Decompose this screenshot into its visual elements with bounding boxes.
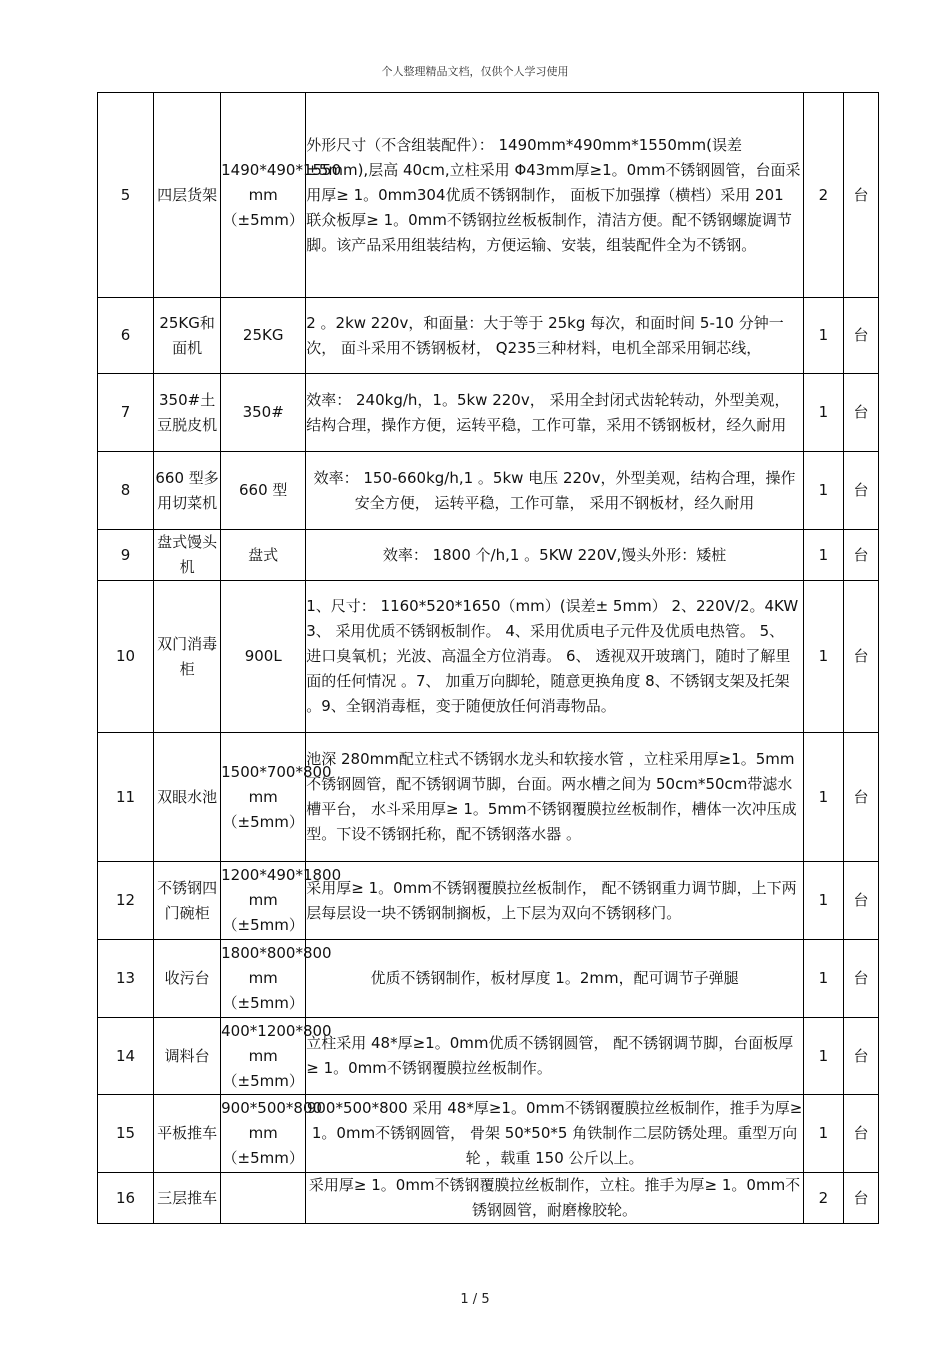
item-quantity: 1 [803,1018,843,1095]
item-spec: 900*500*800 mm（±5mm） [221,1095,306,1173]
item-description: 1、尺寸： 1160*520*1650（mm）(误差± 5mm） 2、220V/2。4KW 3、 采用优质不锈钢板制作。 4、采用优质电子元件及优质电热管。 5、 进口臭氧机；光波、高温全方位消毒。 6、 透视双开玻璃门，随时了解里面的任何情况 。7、 加重万向脚轮，随意更换角度 8、不锈钢支架及托架 。9、全钢消毒框，变于随便放任何消毒物品。 [306,581,804,733]
item-name: 收污台 [154,940,221,1018]
item-quantity: 1 [803,940,843,1018]
page-header: 个人整理精品文档，仅供个人学习使用 [381,65,569,78]
item-number: 16 [98,1173,154,1224]
table-row [98,530,879,581]
item-name: 25KG和面机 [154,298,221,374]
item-quantity: 2 [803,1173,843,1224]
item-name: 350#土豆脱皮机 [154,374,221,452]
item-number: 6 [98,298,154,374]
item-description: 效率： 1800 个/h,1 。5KW 220V,馒头外形：矮桩 [306,530,804,581]
item-unit: 台 [843,530,878,581]
table-row [98,93,879,298]
item-spec: 900L [221,581,306,733]
item-spec: 1200*490*1800 mm（±5mm） [221,862,306,940]
item-number: 13 [98,940,154,1018]
table-row [98,733,879,862]
table-row [98,298,879,374]
item-quantity: 1 [803,298,843,374]
item-name: 调料台 [154,1018,221,1095]
table-row [98,581,879,733]
item-spec: 盘式 [221,530,306,581]
item-description: 采用厚≥ 1。0mm不锈钢覆膜拉丝板制作， 配不锈钢重力调节脚，上下两层每层设一块不锈钢制搁板，上下层为双向不锈钢移门。 [306,862,804,940]
item-spec [221,1173,306,1224]
item-unit: 台 [843,452,878,530]
item-number: 11 [98,733,154,862]
item-quantity: 1 [803,530,843,581]
table-row [98,452,879,530]
item-name: 不锈钢四门碗柜 [154,862,221,940]
item-quantity: 1 [803,374,843,452]
item-unit: 台 [843,298,878,374]
item-quantity: 2 [803,93,843,298]
item-quantity: 1 [803,733,843,862]
item-number: 7 [98,374,154,452]
item-unit: 台 [843,374,878,452]
item-unit: 台 [843,581,878,733]
item-spec: 1500*700*800 mm（±5mm） [221,733,306,862]
item-quantity: 1 [803,1095,843,1173]
item-description: 优质不锈钢制作，板材厚度 1。2mm，配可调节子弹腿 [306,940,804,1018]
item-spec: 660 型 [221,452,306,530]
item-name: 盘式馒头机 [154,530,221,581]
table-row [98,374,879,452]
item-unit: 台 [843,93,878,298]
item-unit: 台 [843,1173,878,1224]
item-name: 双门消毒柜 [154,581,221,733]
item-name: 平板推车 [154,1095,221,1173]
item-unit: 台 [843,862,878,940]
item-description: 2 。2kw 220v，和面量：大于等于 25kg 每次，和面时间 5-10 分钟一次， 面斗采用不锈钢板材， Q235三种材料，电机全部采用铜芯线， [306,298,804,374]
page-number: 1 / 5 [460,1292,490,1307]
item-number: 8 [98,452,154,530]
item-description: 池深 280mm配立柱式不锈钢水龙头和软接水管 ，立柱采用厚≥1。5mm不锈钢圆管，配不锈钢调节脚，台面。两水槽之间为 50cm*50cm带滤水槽平台， 水斗采用厚≥ 1。5mm不锈钢覆膜拉丝板制作，槽体一次冲压成型。下设不锈钢托称，配不锈钢落水器 。 [306,733,804,862]
item-spec: 400*1200*800 mm（±5mm） [221,1018,306,1095]
item-quantity: 1 [803,862,843,940]
item-description: 效率： 150-660kg/h,1 。5kw 电压 220v，外型美观，结构合理，操作安全方便， 运转平稳，工作可靠， 采用不钢板材，经久耐用 [306,452,804,530]
item-unit: 台 [843,940,878,1018]
item-unit: 台 [843,1095,878,1173]
item-spec: 25KG [221,298,306,374]
item-name: 660 型多用切菜机 [154,452,221,530]
table-row [98,862,879,940]
table-row [98,1018,879,1095]
item-description: 立柱采用 48*厚≥1。0mm优质不锈钢圆管， 配不锈钢调节脚，台面板厚≥ 1。0mm不锈钢覆膜拉丝板制作。 [306,1018,804,1095]
item-number: 12 [98,862,154,940]
item-unit: 台 [843,1018,878,1095]
item-number: 9 [98,530,154,581]
item-number: 5 [98,93,154,298]
item-spec: 1490*490*1550 mm（±5mm） [221,93,306,298]
table-row [98,940,879,1018]
item-unit: 台 [843,733,878,862]
item-spec: 350# [221,374,306,452]
equipment-table [97,92,879,1224]
item-number: 15 [98,1095,154,1173]
item-description: 效率： 240kg/h，1。5kw 220v， 采用全封闭式齿轮转动，外型美观，结构合理，操作方便，运转平稳，工作可靠，采用不锈钢板材，经久耐用 [306,374,804,452]
table-row [98,1095,879,1173]
table-row [98,1173,879,1224]
item-name: 四层货架 [154,93,221,298]
item-quantity: 1 [803,581,843,733]
item-number: 10 [98,581,154,733]
item-description: 采用厚≥ 1。0mm不锈钢覆膜拉丝板制作，立柱。推手为厚≥ 1。0mm不锈钢圆管，耐磨橡胶轮。 [306,1173,804,1224]
item-name: 双眼水池 [154,733,221,862]
item-quantity: 1 [803,452,843,530]
item-name: 三层推车 [154,1173,221,1224]
item-description: 900*500*800 采用 48*厚≥1。0mm不锈钢覆膜拉丝板制作，推手为厚≥ 1。0mm不锈钢圆管， 骨架 50*50*5 角铁制作二层防锈处理。重型万向轮 ，载重 150 公斤以上。 [306,1095,804,1173]
item-spec: 1800*800*800 mm（±5mm） [221,940,306,1018]
item-number: 14 [98,1018,154,1095]
item-description: 外形尺寸（不含组装配件）： 1490mm*490mm*1550mm(误差±5mm),层高 40cm,立柱采用 Φ43mm厚≥1。0mm不锈钢圆管，台面采用厚≥ 1。0mm304优质不锈钢制作， 面板下加强撑（横档）采用 201 联众板厚≥ 1。0mm不锈钢拉丝板板制作，清洁方便。配不锈钢螺旋调节脚。该产品采用组装结构，方便运输、安装，组装配件全为不锈钢。 [306,93,804,298]
